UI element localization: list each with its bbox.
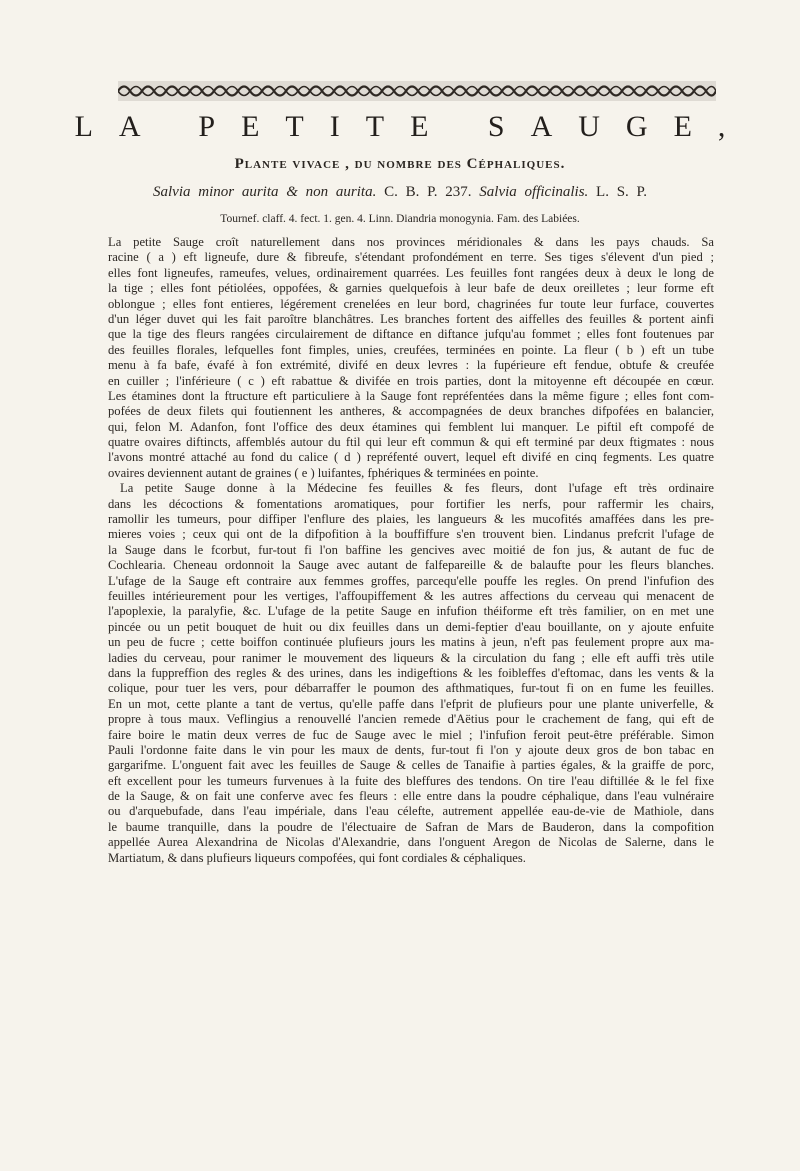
text-line: elles font ligneufes, rameufes, velues, ordinairement quarrées. Les feuilles font rangées deux à deux le long de [108, 265, 714, 280]
text-line: feuilles intérieurement pour les vertiges, l'affoupiffement & les autres affections du cerveau qui menacent de [108, 588, 714, 603]
synonym-linnaeus: Salvia officinalis. [479, 184, 589, 200]
botanical-synonyms [0, 184, 800, 201]
text-line: mieres voies ; ceux qui ont de la difpofition à la bouffiffure s'en trouvent bien. Lindanus prefcrit l'ufage de [108, 527, 714, 542]
text-line: propre à tous maux. Veflingius a renouvellé l'ancien remede d'Aëtius pour le crachement de fang, qui eft de [108, 712, 714, 727]
text-line: Pauli l'ordonne faite dans le vin pour les maux de dents, fur-tout fi l'on y ajoute deux gros de bon tabac en [108, 742, 714, 757]
text-line: colique, pour tuer les vers, pour débarraffer le poumon des afthmatiques, fur-tout fi on en fume les feuilles. [108, 681, 714, 696]
text-line: qui, felon M. Adanfon, font l'office des deux étamines qui femblent lui manquer. Le piftil eft compofé de [108, 419, 714, 434]
text-line: le baume tranquille, dans la poudre de l'électuaire de Safran de Mars de Bauderon, dans la compofition [108, 819, 714, 834]
text-line: un peu de fucre ; cette boiffon continuée plufieurs jours les matins à jeun, n'eft pas feulement propre aux ma- [108, 635, 714, 650]
text-line: pincée ou un petit bouquet de huit ou dix feuilles dans un demi-feptier d'eau bouillante, on y ajoute enfuite [108, 619, 714, 634]
text-line: la tige ; elles font pétiolées, oppofées, & garnies quelquefois à leur bafe de deux oreilletes ; leur forme eft [108, 281, 714, 296]
text-line: La petite Sauge donne à la Médecine fes feuilles & fes fleurs, dont l'ufage eft très ordinaire [120, 481, 714, 496]
text-line: En un mot, cette plante a tant de vertus, qu'elle paffe dans l'efprit de plufieurs pour une plante univerfelle, & [108, 696, 714, 711]
text-line: ramollir les tumeurs, pour diffiper l'enflure des plaies, les langueurs & les mucofités amaffées dans les pre- [108, 512, 714, 527]
text-line: d'un léger duvet qui les fait paroître blanchâtres. Les branches fortent des aiffelles des feuilles & portent ainfi [108, 311, 714, 326]
text-line: eft excellent pour les tumeurs furvenues à la fuite des bleffures des tendons. On tire l'eau diftillée & le fel fixe [108, 773, 714, 788]
ornament-band [118, 80, 716, 102]
text-line: L'ufage de la Sauge eft contraire aux femmes groffes, parcequ'elle pouffe les regles. On prend l'infufion des [108, 573, 714, 588]
text-line: l'apoplexie, la paralyfie, &c. L'ufage de la petite Sauge en infufion théiforme eft très familier, on en met une [108, 604, 714, 619]
classification-line: Tournef. claff. 4. fect. 1. gen. 4. Linn. Diandria monogynia. Fam. des Labiées. [220, 213, 580, 225]
text-line: ovaires deviennent autant de graines ( e ) luifantes, fphériques & terminées en pointe. [108, 465, 539, 480]
text-line: en cuiller ; l'inférieure ( c ) eft rabattue & divifée en trois parties, dont la mitoyenne eft découpée en cœur. [108, 373, 714, 388]
text-line: dans les décoctions & fomentations aromatiques, pour fortifier les nerfs, pour raffermir les chairs, [108, 496, 714, 511]
synonym-bauhin-ref: C. B. P. 237. [384, 184, 472, 200]
body-text [108, 235, 714, 866]
text-line: la Sauge dans le fcorbut, fur-tout fi l'on baffine les gencives avec moitié de fon jus, & autant de fuc de [108, 542, 714, 557]
text-line: Cochlearia. Cheneau ordonnoit la Sauge avec autant de falfepareille & de balaufte pour les fleurs blanches. [108, 558, 714, 573]
text-line: que la tige des fleurs rangées circulairement de diftance en diftance jufqu'au fommet ; elles font foutenues par [108, 327, 714, 342]
synonym-linnaeus-ref: L. S. P. [596, 184, 647, 200]
text-line: La petite Sauge croît naturellement dans nos provinces méridionales & dans les pays chauds. Sa [108, 235, 714, 249]
plant-subtitle: Plante vivace , du nombre des Céphaliques. [234, 156, 566, 172]
text-line: l'avons montré attaché au fond du calice ( d ) repréfenté ouvert, lequel eft divifé en cinq fegments. Les quatre [108, 450, 714, 465]
text-line: racine ( a ) eft ligneufe, dure & fibreufe, s'étendant profondément en terre. Ses tiges s'élevent d'un pied ; [108, 250, 714, 265]
synonym-bauhin: Salvia minor aurita & non aurita. [153, 184, 377, 200]
page-title: LA PETITE SAUGE, [74, 110, 752, 143]
text-line: gargarifme. L'onguent fait avec les feuilles de Sauge & celles de Tanaifie à parties égales, & la graiffe de porc, [108, 758, 714, 773]
text-line: menu à fa bafe, évafé à fon extrémité, divifé en deux levres : la fupérieure eft fendue, obtufe & creufée [108, 358, 714, 373]
text-line: appellée Aurea Alexandrina de Nicolas d'Alexandrie, dans l'onguent Aregon de Nicolas de Salerne, dans le [108, 835, 714, 850]
text-line: ou d'arquebufade, dans l'eau impériale, dans l'eau célefte, autrement appellée eau-de-vie de Mathiole, dans [108, 804, 714, 819]
text-line: quatre ovaires diftincts, affemblés autour du ftil qui leur eft commun & qui eft terminé par deux ftigmates : nous [108, 435, 714, 450]
text-line: des feuilles florales, lefquelles font fimples, unies, creufées, terminées en pointe. La fleur ( b ) eft un tube [108, 342, 714, 357]
text-line: faire boire le matin deux verres de fuc de Sauge avec le miel ; l'infufion feroit peut-être préférable. Simon [108, 727, 714, 742]
text-line: de la Sauge, & on fait une conferve avec fes fleurs : elle entre dans la poudre céphalique, dans l'eau vulnéraire [108, 789, 714, 804]
text-line: oblongue ; elles font entieres, légérement crenelées en leur bord, chagrinées fur toute leur furface, couvertes [108, 296, 714, 311]
text-line: ladies du cerveau, pour ranimer le mouvement des liqueurs & la circulation du fang ; elle eft auffi très utile [108, 650, 714, 665]
text-line: pofées de deux filets qui foutiennent les antheres, & accompagnées de deux branches difpofées en balancier, [108, 404, 714, 419]
text-line: dans la fuppreffion des regles & des urines, dans les indigeftions & les foibleffes d'eftomac, dans les vents & la [108, 665, 714, 680]
text-line: Les étamines dont la ftructure eft particuliere à la Sauge font repréfentées dans la même figure ; elles font com- [108, 388, 714, 403]
text-line: Martiatum, & dans plufieurs liqueurs compofées, qui font cordiales & céphaliques. [108, 850, 526, 865]
